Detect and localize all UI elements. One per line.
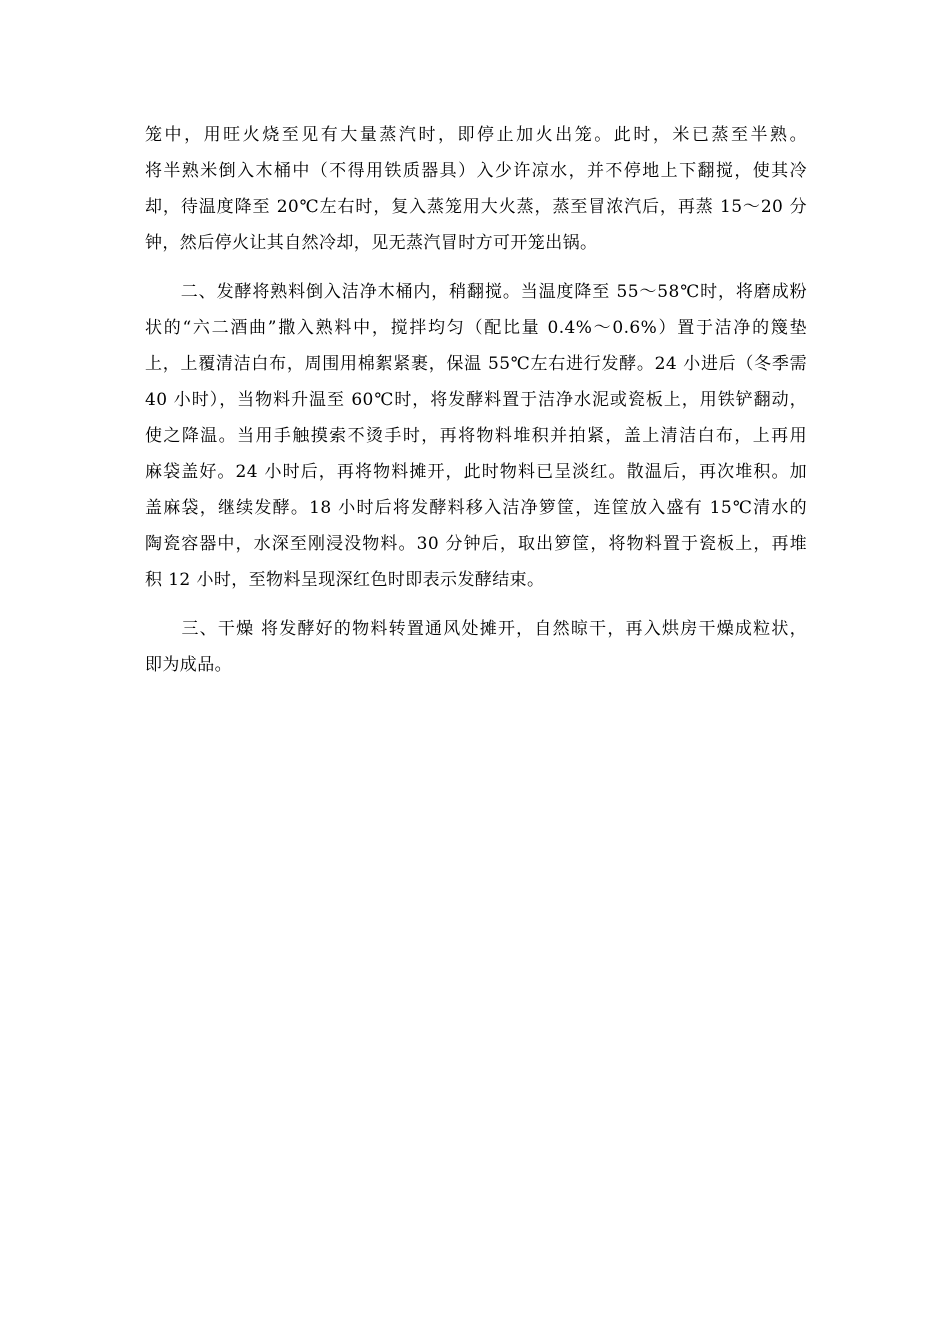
paragraph-drying <box>145 611 807 683</box>
text-line: 即为成品。 <box>145 655 232 675</box>
text-line: 笼中，用旺火烧至见有大量蒸汽时，即停止加火出笼。此时，米已蒸至半熟。 <box>145 125 807 145</box>
text-line: 钟，然后停火让其自然冷却，见无蒸汽冒时方可开笼出锅。 <box>145 233 598 253</box>
text-line: 却，待温度降至 20℃左右时，复入蒸笼用大火蒸，蒸至冒浓汽后，再蒸 15～20 分 <box>145 197 807 217</box>
text-line: 将半熟米倒入木桶中（不得用铁质器具）入少许凉水，并不停地上下翻搅，使其冷 <box>145 161 807 181</box>
paragraph-fermentation <box>145 274 807 598</box>
text-line: 二、发酵将熟料倒入洁净木桶内，稍翻搅。当温度降至 55～58℃时，将磨成粉 <box>145 282 807 302</box>
body-text <box>145 117 807 696</box>
paragraph-steaming <box>145 117 807 261</box>
text-line: 积 12 小时，至物料呈现深红色时即表示发酵结束。 <box>145 570 545 590</box>
text-line: 三、干燥 将发酵好的物料转置通风处摊开，自然晾干，再入烘房干燥成粒状， <box>145 619 807 639</box>
text-line: 状的“六二酒曲”撒入熟料中，搅拌均匀（配比量 0.4%～0.6%）置于洁净的篾垫 <box>145 318 807 338</box>
text-line: 使之降温。当用手触摸索不烫手时，再将物料堆积并拍紧，盖上清洁白布，上再用 <box>145 426 807 446</box>
text-line: 陶瓷容器中，水深至刚浸没物料。30 分钟后，取出箩筐，将物料置于瓷板上，再堆 <box>145 534 807 554</box>
text-line: 上，上覆清洁白布，周围用棉絮紧裹，保温 55℃左右进行发酵。24 小进后（冬季需 <box>145 354 807 374</box>
text-line: 盖麻袋，继续发酵。18 小时后将发酵料移入洁净箩筐，连筐放入盛有 15℃清水的 <box>145 498 807 518</box>
text-line: 40 小时），当物料升温至 60℃时，将发酵料置于洁净水泥或瓷板上，用铁铲翻动， <box>145 390 807 410</box>
text-line: 麻袋盖好。24 小时后，再将物料摊开，此时物料已呈淡红。散温后，再次堆积。加 <box>145 462 807 482</box>
